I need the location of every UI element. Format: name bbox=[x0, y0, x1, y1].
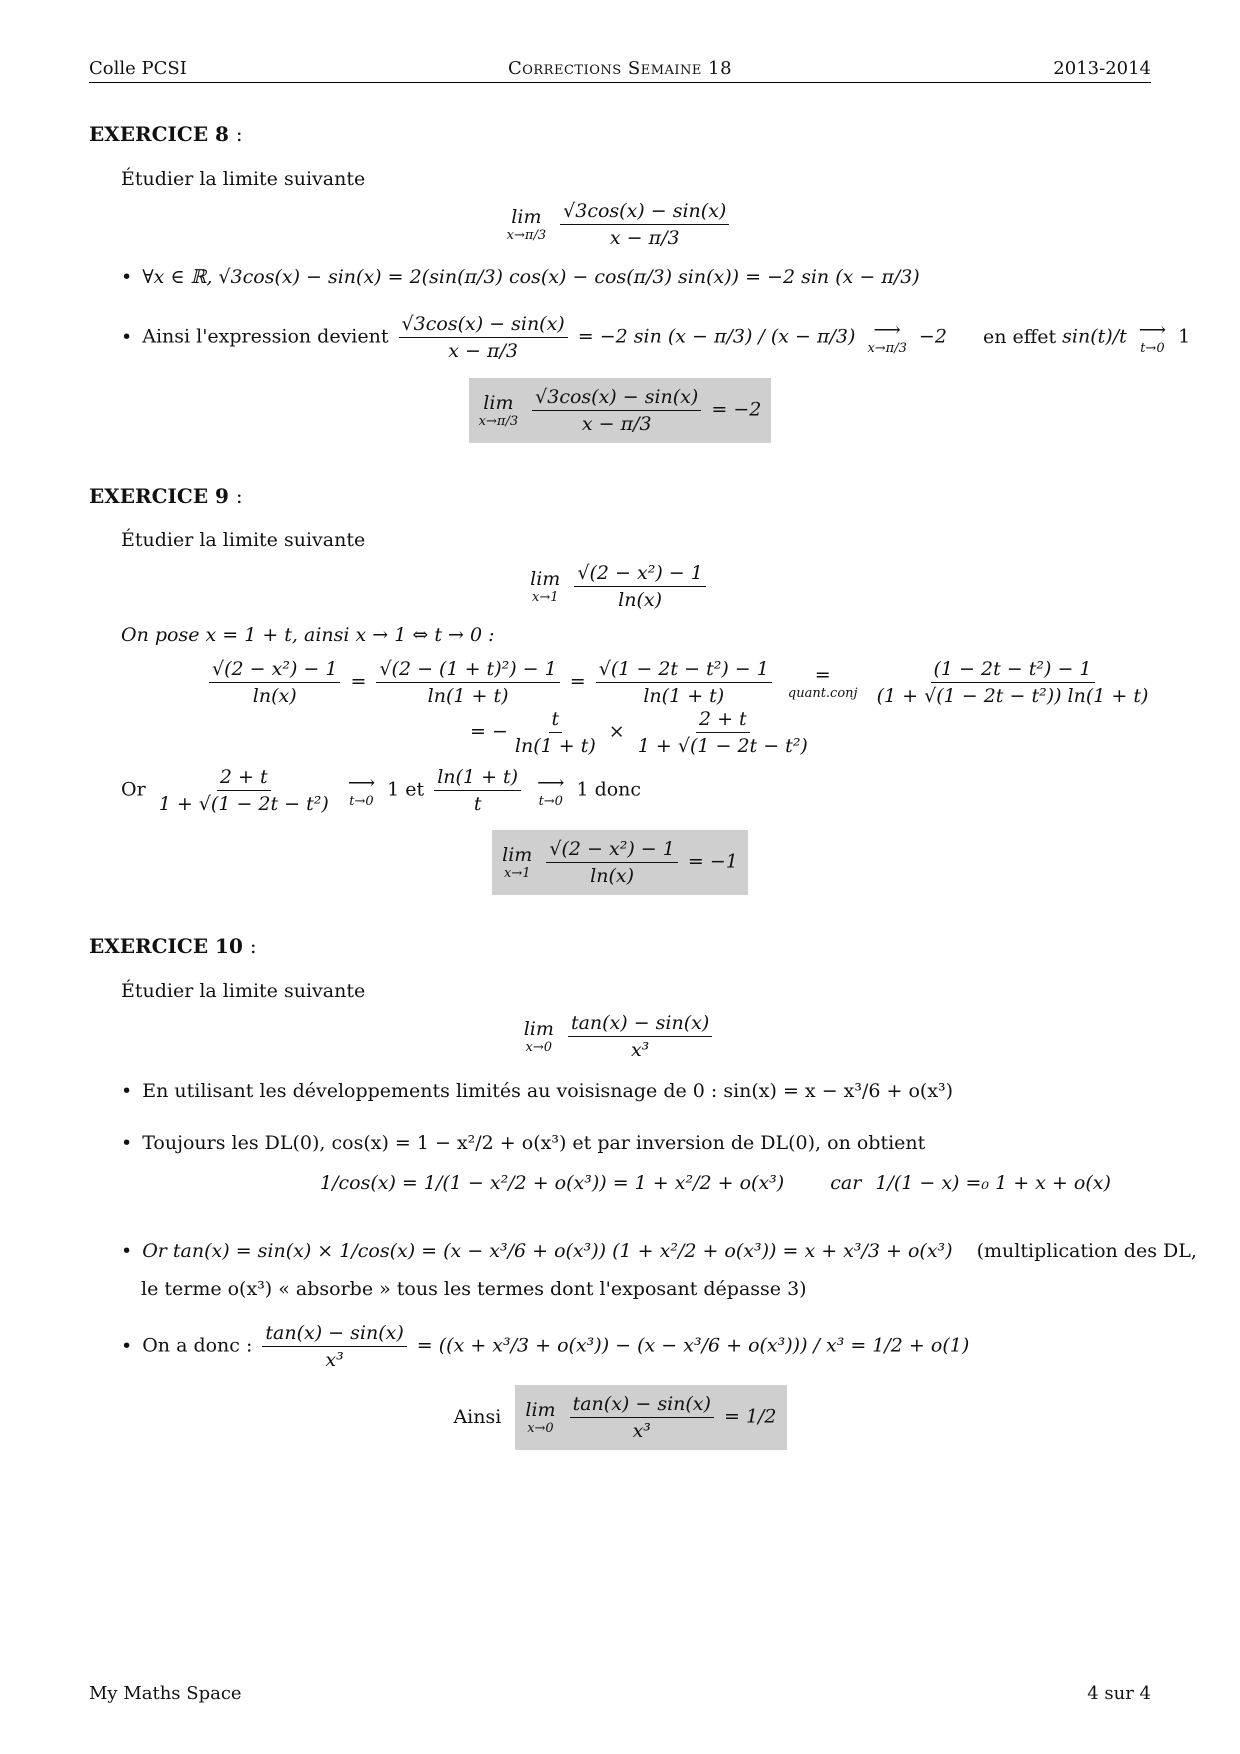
exercise-10-bullet-3-cont: le terme o(x³) « absorbe » tous les termes dont l'exposant dépasse 3) bbox=[141, 1278, 807, 1300]
exercise-10-title: EXERCICE 10 : bbox=[89, 934, 257, 958]
exercise-10-bullet-2: • Toujours les DL(0), cos(x) = 1 − x²/2 + o(x³) et par inversion de DL(0), on obtient bbox=[121, 1132, 926, 1154]
exercise-10-intro: Étudier la limite suivante bbox=[121, 980, 366, 1002]
page-number: 4 sur 4 bbox=[1087, 1683, 1151, 1704]
exercise-9-line-1: $\frac{\text{√(2 − x²) − 1}}{\ln(x)}$ = $\frac{\text{√(2 − (1 + t)²) − 1}}{\ln(1 + t)}$ = $\frac{\text{√(1 − 2t − t²) − 1}}{\ln(1 + t)}$ = quant.conj $\frac{\text{(1 − 2t − t²) − 1}}{\text{(1 + √(1 − 2t − t²)) ln(1 + t)}}$ bbox=[205, 658, 1155, 707]
exercise-8-bullet-2: • Ainsi l'expression devient $\frac{√3\cos(x) - \sin(x)}{x - \pi/3}$ = −2 sin (x − π/3) / (x − π/3) ⟶ x→π/3 −2 en effet sin(t)/t ⟶ t→0 1 bbox=[121, 313, 1191, 362]
exercise-9-line-2: = − $\frac{t}{\ln(1 + t)}$ × $\frac{2 + t}{\text{1 + √(1 − 2t − t²)}}$ bbox=[470, 708, 808, 757]
exercise-8-limit: lim x→π/3 $\frac{√3\cos(x) - \sin(x)}{x - \pi/3}$ bbox=[0, 200, 1240, 249]
exercise-9-substitution: On pose x = 1 + t, ainsi x → 1 ⇔ t → 0 : bbox=[121, 624, 495, 646]
exercise-10-bullet-3: • Or tan(x) = sin(x) × 1/cos(x) = (x − x³/6 + o(x³)) (1 + x²/2 + o(x³)) = x + x³/3 + o(x³) (multiplication des DL, bbox=[121, 1240, 1197, 1262]
header-title: Corrections Semaine 18 bbox=[507, 58, 733, 79]
page-header bbox=[89, 56, 1151, 83]
exercise-8-title: EXERCICE 8 : bbox=[89, 122, 243, 146]
exercise-10-limit: lim x→0 $\frac{\tan(x) - \sin(x)}{\text{x³}}$ bbox=[0, 1012, 1240, 1061]
exercise-9-result: lim x→1 $\frac{\text{√(2 − x²) − 1}}{\ln(x)}$ = −1 bbox=[0, 830, 1240, 895]
header-right: 2013-2014 bbox=[1053, 58, 1151, 79]
exercise-8-intro: Étudier la limite suivante bbox=[121, 168, 366, 190]
footer-left: My Maths Space bbox=[89, 1683, 242, 1704]
exercise-10-bullet-1: • En utilisant les développements limités au voisisnage de 0 : sin(x) = x − x³/6 + o(x³) bbox=[121, 1080, 954, 1102]
header-left: Colle PCSI bbox=[89, 58, 187, 79]
exercise-9-limit: lim x→1 $\frac{\text{√(2 − x²) − 1}}{\ln(x)}$ bbox=[0, 562, 1240, 611]
exercise-10-inverse-eq: 1/cos(x) = 1/(1 − x²/2 + o(x³)) = 1 + x²/2 + o(x³) car 1/(1 − x) =₀ 1 + x + o(x) bbox=[320, 1172, 1111, 1194]
exercise-9-or-line: Or $\frac{2 + t}{\text{1 + √(1 − 2t − t²)}}$ ⟶ t→0 1 et $\frac{\ln(1 + t)}{t}$ ⟶ t→0 1 donc bbox=[121, 766, 642, 815]
exercise-10-bullet-4: • On a donc : $\frac{\tan(x) - \sin(x)}{\text{x³}}$ = ((x + x³/3 + o(x³)) − (x − x³/6 + o(x³))) / x³ = 1/2 + o(1) bbox=[121, 1322, 970, 1371]
exercise-8-result: lim x→π/3 $\frac{√3\cos(x) - \sin(x)}{x - \pi/3}$ = −2 bbox=[0, 378, 1240, 443]
exercise-8-bullet-1: • ∀x ∈ ℝ, √3cos(x) − sin(x) = 2(sin(π/3) cos(x) − cos(π/3) sin(x)) = −2 sin (x − π/3) bbox=[121, 266, 920, 288]
exercise-9-title: EXERCICE 9 : bbox=[89, 484, 243, 508]
exercise-10-result: Ainsi lim x→0 $\frac{\tan(x) - \sin(x)}{\text{x³}}$ = 1/2 bbox=[0, 1385, 1240, 1450]
exercise-9-intro: Étudier la limite suivante bbox=[121, 529, 366, 551]
